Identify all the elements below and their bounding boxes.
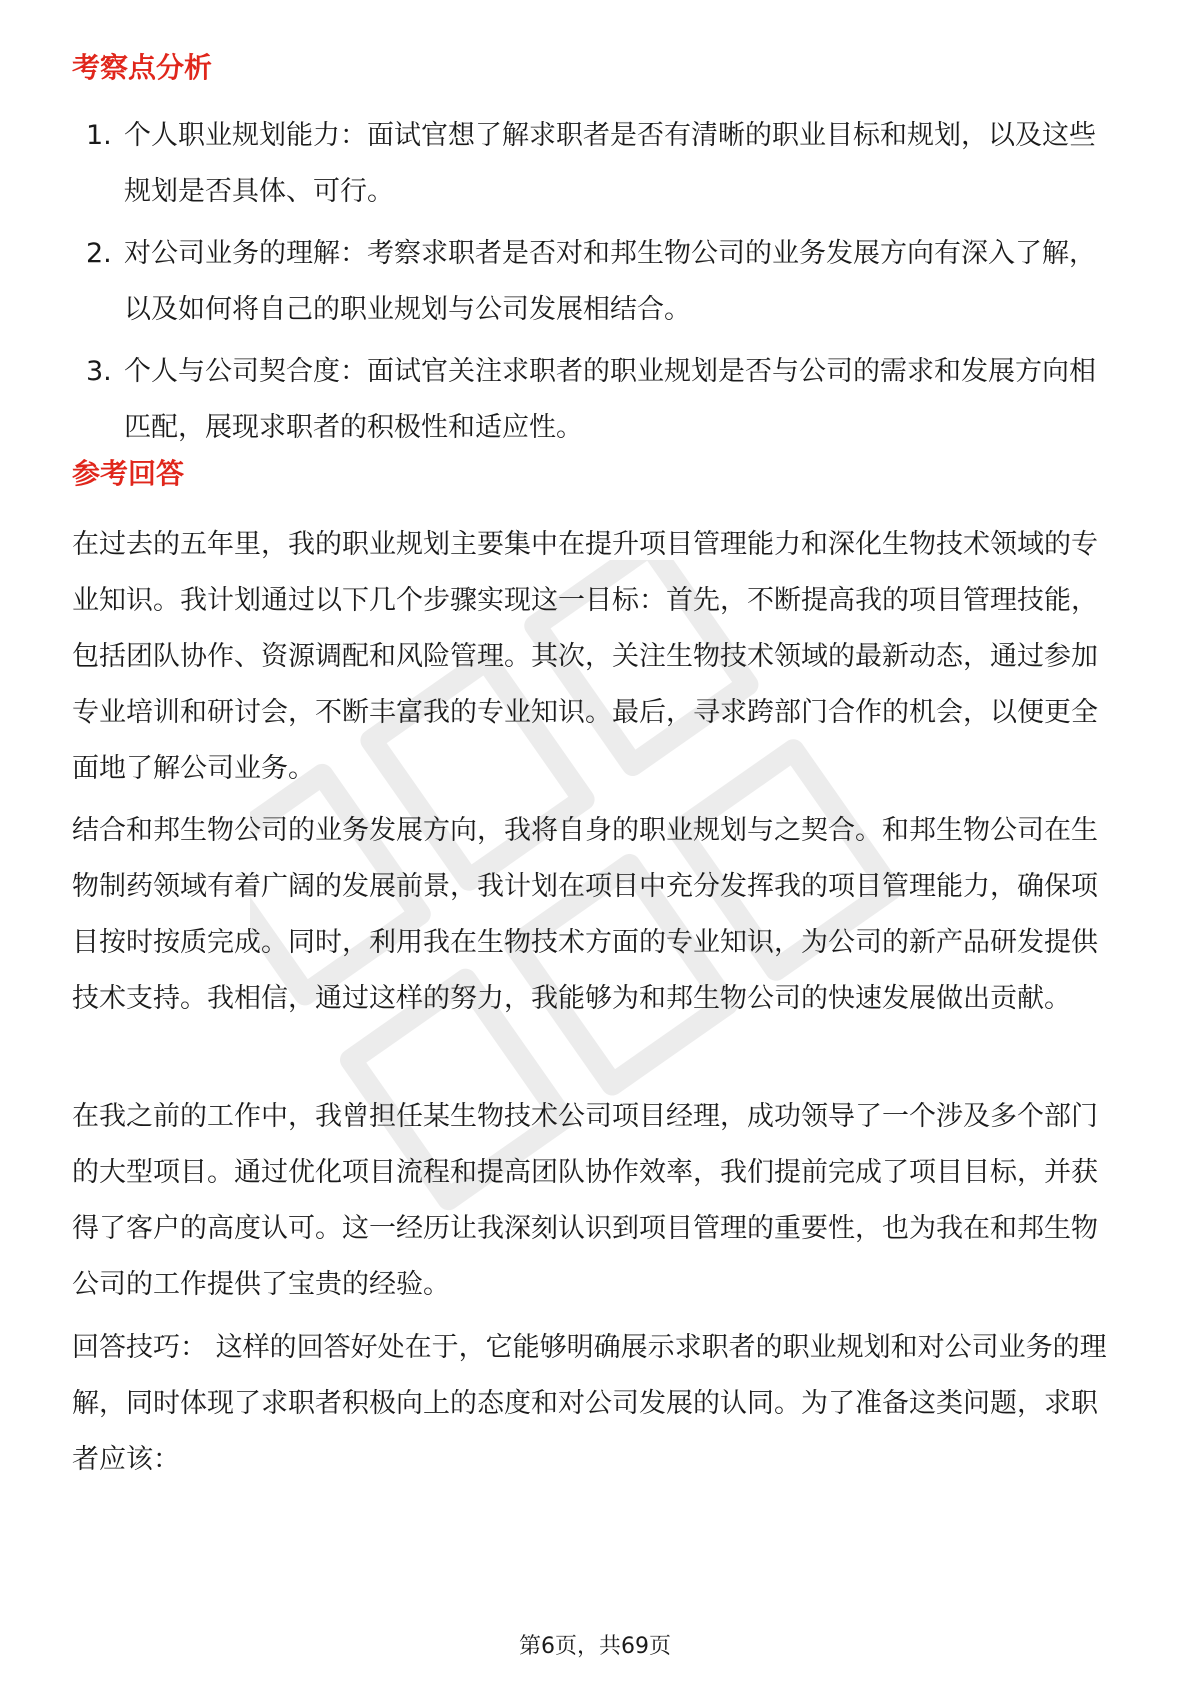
analysis-list (72, 108, 1122, 462)
answer-paragraph: 在我之前的工作中，我曾担任某生物技术公司项目经理，成功领导了一个涉及多个部门的大型项目。通过优化项目流程和提高团队协作效率，我们提前完成了项目目标，并获得了客户的高度认可。这一经历让我深刻认识到项目管理的重要性，也为我在和邦生物公司的工作提供了宝贵的经验。 (72, 1101, 1098, 1300)
answer-tips-paragraph: 回答技巧： 这样的回答好处在于，它能够明确展示求职者的职业规划和对公司业务的理解，同时体现了求职者积极向上的态度和对公司发展的认同。为了准备这类问题，求职者应该： (72, 1332, 1107, 1475)
analysis-list-item (72, 226, 1122, 338)
answer-section-title: 参考回答 (72, 457, 185, 490)
list-item-text: 个人职业规划能力：面试官想了解求职者是否有清晰的职业目标和规划，以及这些规划是否具体、可行。 (124, 120, 1096, 207)
list-item-number: 2. (86, 238, 112, 269)
answer-paragraph: 结合和邦生物公司的业务发展方向，我将自身的职业规划与之契合。和邦生物公司在生物制药领域有着广阔的发展前景，我计划在项目中充分发挥我的项目管理能力，确保项目按时按质完成。同时，利用我在生物技术方面的专业知识，为公司的新产品研发提供技术支持。我相信，通过这样的努力，我能够为和邦生物公司的快速发展做出贡献。 (72, 815, 1098, 1014)
analysis-list-item (72, 344, 1122, 456)
analysis-list-item (72, 108, 1122, 220)
list-item-text: 个人与公司契合度：面试官关注求职者的职业规划是否与公司的需求和发展方向相匹配，展现求职者的积极性和适应性。 (124, 356, 1096, 443)
page-number-footer: 第6页，共69页 (519, 1634, 671, 1659)
list-item-text: 对公司业务的理解：考察求职者是否对和邦生物公司的业务发展方向有深入了解，以及如何将自己的职业规划与公司发展相结合。 (124, 238, 1096, 325)
list-item-number: 3. (86, 356, 112, 387)
list-item-number: 1. (86, 120, 112, 151)
analysis-section-title: 考察点分析 (72, 51, 213, 84)
answer-paragraph: 在过去的五年里，我的职业规划主要集中在提升项目管理能力和深化生物技术领域的专业知识。我计划通过以下几个步骤实现这一目标：首先，不断提高我的项目管理技能，包括团队协作、资源调配和风险管理。其次，关注生物技术领域的最新动态，通过参加专业培训和研讨会，不断丰富我的专业知识。最后，寻求跨部门合作的机会，以便更全面地了解公司业务。 (72, 529, 1098, 784)
